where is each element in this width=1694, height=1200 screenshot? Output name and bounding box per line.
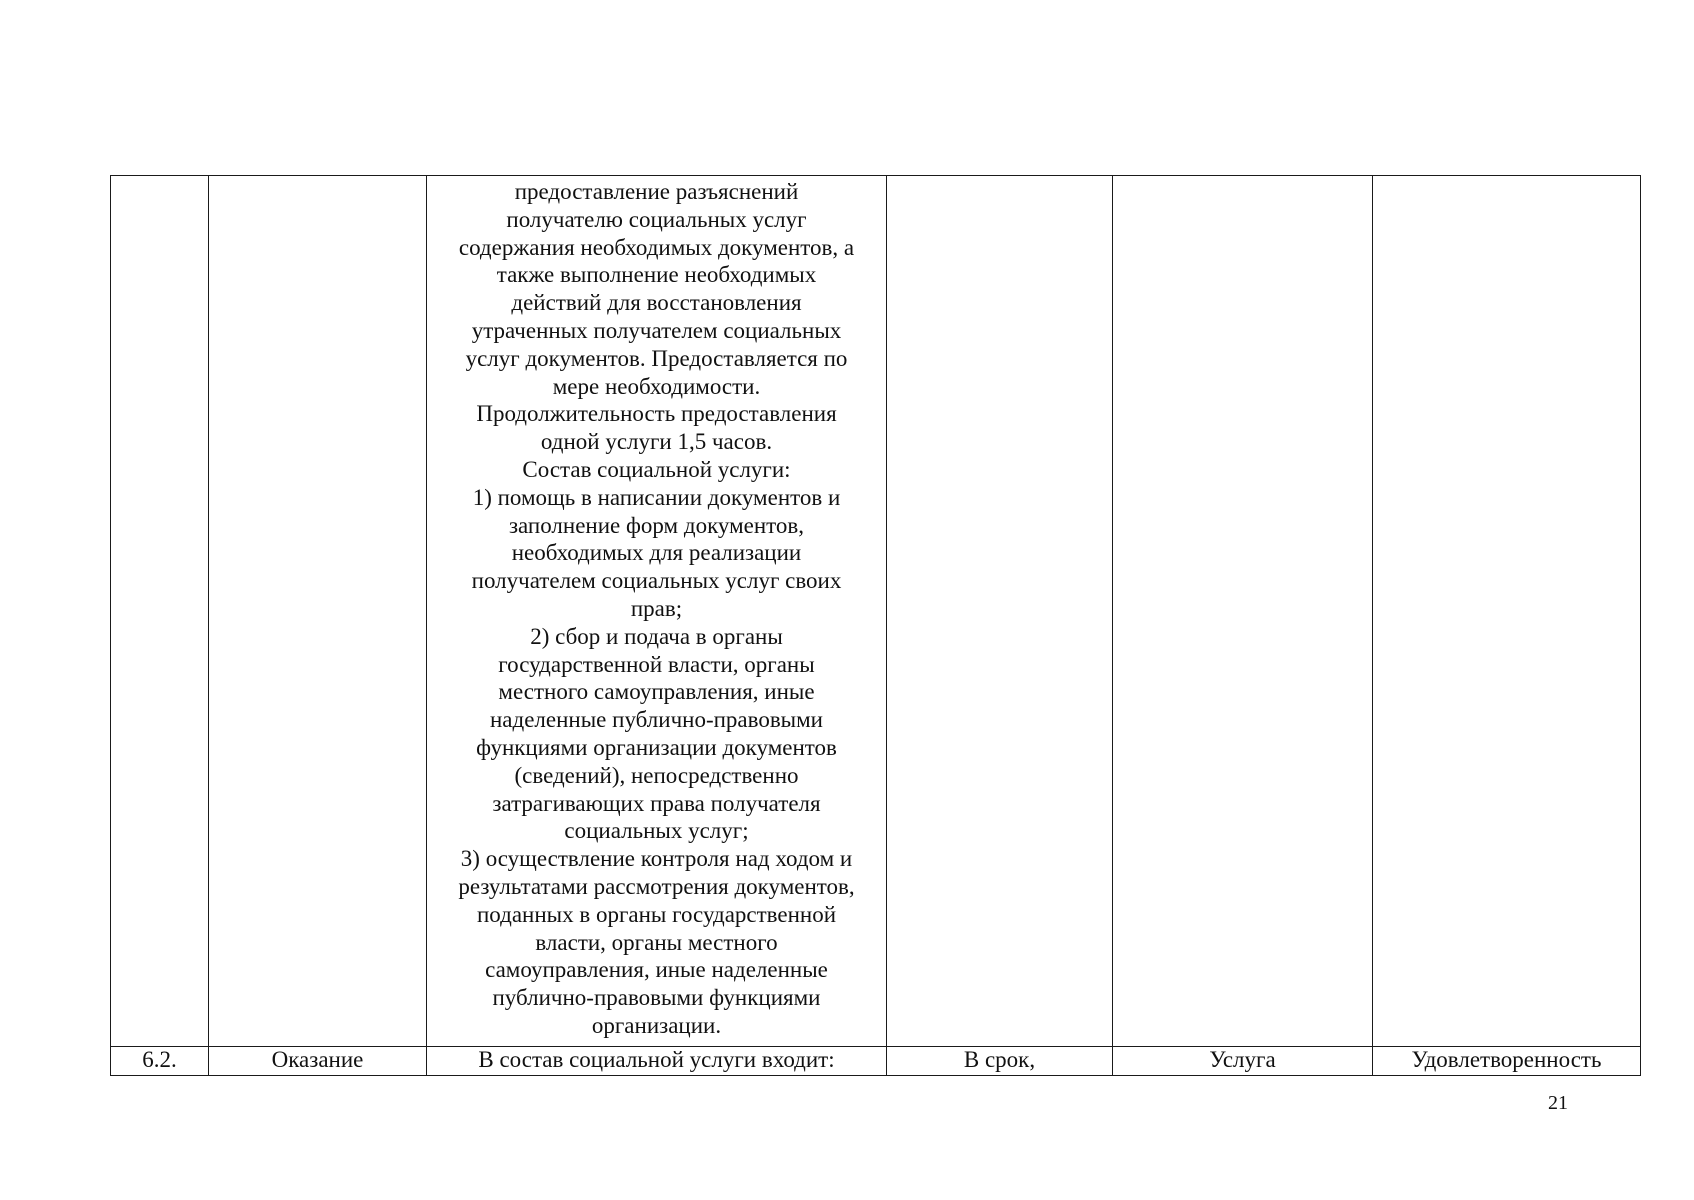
description-line: 1) помощь в написании документов и bbox=[472, 484, 841, 510]
description-line: социальных услуг; bbox=[564, 818, 749, 844]
description-line: публично-правовыми функциями bbox=[492, 985, 821, 1011]
description-line: предоставление разъяснений bbox=[514, 179, 799, 204]
cell-description bbox=[427, 176, 887, 1047]
description-line: власти, органы местного bbox=[535, 929, 778, 955]
description-line: государственной власти, органы bbox=[498, 651, 815, 677]
description-line: 3) осуществление контроля над ходом и bbox=[460, 846, 853, 872]
description-line: результатами рассмотрения документов, bbox=[458, 873, 855, 899]
description-line: Продолжительность предоставления bbox=[476, 401, 837, 427]
description-line: организации. bbox=[591, 1012, 722, 1038]
cell-term-empty bbox=[887, 176, 1113, 1047]
description-line: Состав социальной услуги: bbox=[522, 456, 791, 482]
services-table bbox=[110, 175, 1641, 1076]
description-line: также выполнение необходимых bbox=[496, 262, 817, 288]
description-line: содержания необходимых документов, а bbox=[458, 234, 855, 260]
description-line: функциями организации документов bbox=[476, 734, 837, 760]
page-number: 21 bbox=[1548, 1092, 1568, 1114]
description-line: поданных в органы государственной bbox=[476, 901, 837, 927]
service-result: Услуга bbox=[1113, 1047, 1373, 1076]
table-row-6-2 bbox=[111, 1047, 1641, 1076]
description-line: местного самоуправления, иные bbox=[498, 679, 815, 705]
description-line: необходимых для реализации bbox=[511, 540, 802, 566]
description-line: получателем социальных услуг своих bbox=[471, 568, 842, 594]
service-indicator: Удовлетворенность bbox=[1373, 1047, 1641, 1076]
description-line: (сведений), непосредственно bbox=[514, 762, 799, 788]
cell-result-empty bbox=[1113, 176, 1373, 1047]
description-line: получателю социальных услуг bbox=[506, 206, 807, 232]
cell-number-empty bbox=[111, 176, 209, 1047]
service-term: В срок, bbox=[887, 1047, 1113, 1076]
description-line: мере необходимости. bbox=[552, 373, 761, 399]
cell-indicator-empty bbox=[1373, 176, 1641, 1047]
description-line: 2) сбор и подача в органы bbox=[530, 623, 783, 649]
description-line: самоуправления, иные наделенные bbox=[485, 957, 828, 983]
description-line: наделенные публично-правовыми bbox=[490, 707, 823, 733]
description-line: утраченных получателем социальных bbox=[471, 317, 842, 343]
cell-name-empty bbox=[209, 176, 427, 1047]
table-row-continuation bbox=[111, 176, 1641, 1047]
service-description: В состав социальной услуги входит: bbox=[427, 1047, 887, 1076]
service-description-text bbox=[427, 176, 886, 1040]
description-line: действий для восстановления bbox=[511, 290, 802, 316]
description-line: одной услуги 1,5 часов. bbox=[540, 429, 773, 455]
description-line: затрагивающих права получателя bbox=[492, 790, 821, 816]
description-line: прав; bbox=[630, 595, 683, 621]
service-name: Оказание bbox=[209, 1047, 427, 1076]
description-line: услуг документов. Предоставляется по bbox=[465, 345, 848, 371]
row-number: 6.2. bbox=[111, 1047, 209, 1076]
description-line: заполнение форм документов, bbox=[508, 512, 805, 538]
